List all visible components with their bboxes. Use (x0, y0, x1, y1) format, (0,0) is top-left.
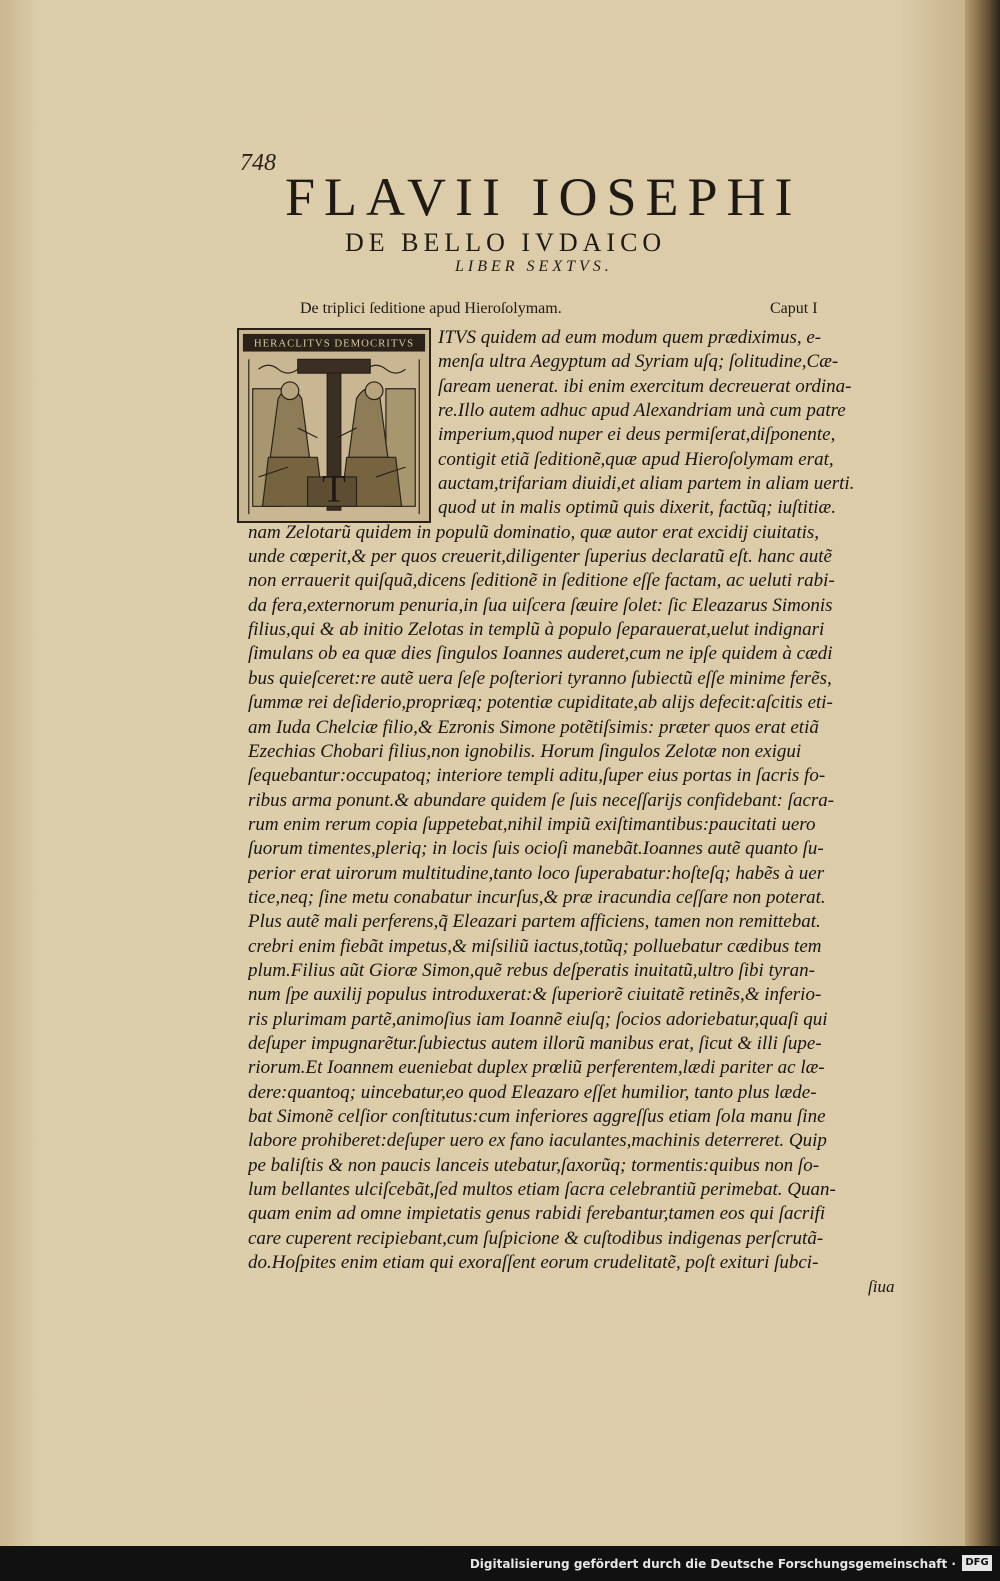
text-line: rum enim rerum copia ſuppetebat,nihil impiũ exiſtimantibus:paucitati uero (248, 813, 816, 835)
initial-banner: HERACLITVS DEMOCRITVS (253, 337, 415, 350)
text-line: pe baliſtis & non paucis lanceis utebatur,ſaxorũq; tormentis:quibus non ſo- (248, 1154, 820, 1176)
footer-bar (0, 1546, 1000, 1581)
text-line: bat Simonẽ celſior conſtitutus:cum inferiores aggreſſus etiam ſola manu ſine (248, 1106, 826, 1127)
text-line: ITVS quidem ad eum modum quem prædiximus, e- (438, 327, 822, 348)
running-title: FLAVII IOSEPHI (285, 167, 802, 227)
text-line: unde cœperit,& per quos creuerit,diligenter ſuperius declaratũ eſt. hanc autẽ (248, 546, 832, 568)
text-line: ſaream uenerat. ibi enim exercitum decreuerat ordina- (438, 375, 852, 397)
footer-credit: Digitalisierung gefördert durch die Deutsche Forschungsgemeinschaft · (469, 1557, 956, 1571)
text-line: num ſpe auxilij populus introduxerat:& ſuperiorẽ ciuitatẽ retinẽs,& inferio- (248, 984, 822, 1006)
book-fore-edge (965, 0, 1000, 1546)
text-line: care cuperent recipiebant,cum ſuſpicione & cuſtodibus indigenas perſcrutã- (248, 1227, 824, 1249)
text-line: contigit etiã ſeditionẽ,quæ apud Hieroſolymam erat, (438, 448, 834, 470)
text-line: ſequebantur:occupatoq; interiore templi aditu,ſuper eius portas in ſacris fo- (248, 765, 826, 787)
page-number: 748 (240, 150, 276, 176)
text-line: imperium,quod nuper ei deus permiſerat,diſponente, (438, 424, 836, 446)
body-text (248, 326, 908, 1275)
text-line: ris plurimam partẽ,animoſius iam Ioannẽ eiuſq; ſocios adoriebatur,quaſi qui (248, 1008, 828, 1030)
text-line: labore prohiberet:deſuper uero ex fano iaculantes,machinis deterreret. Quip (248, 1130, 827, 1152)
text-line: bus quieſceret:re autẽ uera ſeſe poſteriori tyranno ſubiectũ eſſe minime ferẽs, (248, 667, 832, 689)
chapter-number: Caput I (770, 300, 818, 317)
text-line: da fera,externorum penuria,in ſua uiſcera ſæuire ſolet: ſic Eleazarus Simonis (248, 594, 833, 616)
book-title: DE BELLO IVDAICO (345, 228, 667, 257)
text-line: menſa ultra Aegyptum ad Syriam uſq; ſolitudine,Cæ- (438, 351, 839, 373)
text-line: Plus autẽ mali perferens,q̃ Eleazari partem afficiens, tamen non remittebat. (248, 911, 821, 933)
text-line: ſuorum timentes,pleriq; in locis ſuis ocioſi manebãt.Ioannes autẽ quanto ſu- (248, 838, 824, 860)
text-line: tice,neq; ſine metu conabatur incurſus,& præ iracundia ceſſare non poterat. (248, 886, 826, 908)
text-line: perior erat uirorum multitudine,tanto loco ſuperabatur:hoſteſq; habẽs à uer (248, 862, 825, 884)
initial-letter: T (322, 467, 346, 511)
text-line: ſimulans ob ea quæ dies ſingulos Ioannes auderet,cum ne ipſe quidem à cædi (248, 643, 833, 665)
text-line: auctam,trifariam diuidi,et aliam partem in aliam uerti. (438, 473, 855, 495)
chapter-heading: De triplici ſeditione apud Hieroſolymam. (300, 300, 562, 317)
catchword: ſiua (868, 1277, 895, 1296)
book-number: LIBER SEXTVS. (455, 258, 613, 275)
text-line: filius,qui & ab initio Zelotas in templũ à populo ſeparauerat,uelut indignari (248, 619, 825, 641)
text-line: ribus arma ponunt.& abundare quidem ſe ſuis neceſſarijs confidebant: ſacra- (248, 789, 835, 811)
text-line: deſuper impugnarẽtur.ſubiectus autem illorũ manibus erat, ſicut & illi ſupe- (248, 1032, 822, 1054)
dfg-logo-icon: DFG (962, 1555, 992, 1571)
text-line: plum.Filius aũt Gioræ Simon,quẽ rebus deſperatis inuitatũ,ultro ſibi tyran- (248, 959, 816, 981)
text-line: do.Hoſpites enim etiam qui exoraſſent eorum crudelitatẽ, poſt exituri ſubci- (248, 1252, 819, 1274)
text-line: dere:quantoq; uincebatur,eo quod Eleazaro eſſet humilior, tanto plus læde- (248, 1081, 817, 1103)
text-line: crebri enim fiebãt impetus,& miſsiliũ iactus,totũq; polluebatur cædibus tem (248, 935, 822, 957)
text-line: riorum.Et Ioannem eueniebat duplex prœliũ perferentem,lædi pariter ac læ- (248, 1057, 825, 1079)
text-line: lum bellantes ulciſcebãt,ſed multos etiam ſacra celebrantiũ perimebat. Quan- (248, 1179, 836, 1201)
text-line: Ezechias Chobari filius,non ignobilis. Horum ſingulos Zelotæ non exigui (248, 740, 802, 762)
text-line: am Iuda Chelciæ filio,& Ezronis Simone potẽtiſsimis: præter quos erat etiã (248, 716, 819, 738)
text-line: quam enim ad omne impietatis genus rabidi ferebantur,tamen eos qui ſacrifi (248, 1203, 826, 1225)
text-line: nam Zelotarũ quidem in populũ dominatio, quæ autor erat excidij ciuitatis, (248, 521, 820, 543)
text-line: non errauerit quiſquã,dicens ſeditionẽ in ſeditione eſſe factam, ac ueluti rabi- (248, 570, 835, 592)
text-line: ſummæ rei deſiderio,propriæq; potentiæ cupiditate,ab alijs defecit:aſcitis eti- (248, 692, 833, 714)
text-line: re.Illo autem adhuc apud Alexandriam unà cum patre (438, 400, 846, 422)
text-line: quod ut in malis optimũ quis dixerit, factũq; iuſtitiæ. (438, 497, 836, 519)
